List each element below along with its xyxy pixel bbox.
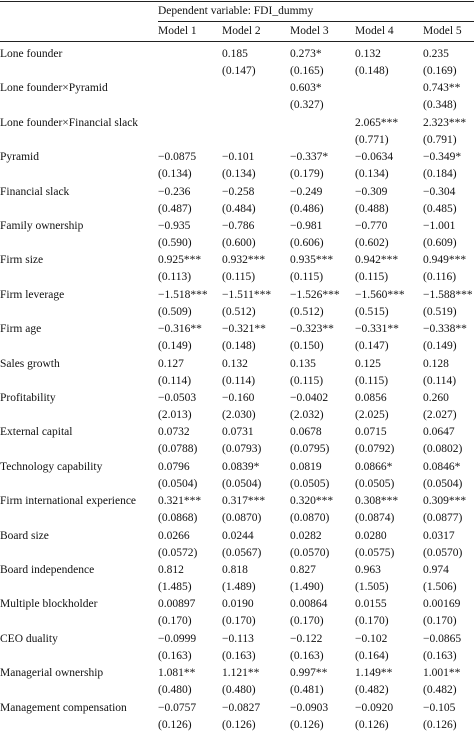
coefficient-cell: 0.925***	[158, 254, 202, 267]
spanner-rule	[158, 21, 474, 22]
coefficient-cell: 0.00864	[290, 598, 328, 611]
standard-error-cell: (0.609)	[423, 237, 457, 249]
coefficient-cell: 0.0732	[158, 426, 190, 439]
standard-error-cell: (0.115)	[355, 271, 389, 284]
standard-error-cell: (0.149)	[423, 340, 457, 353]
standard-error-cell: (0.0570)	[290, 546, 330, 559]
standard-error-cell: (0.590)	[158, 237, 192, 249]
standard-error-cell: (0.0505)	[355, 477, 395, 490]
row-label: Pyramid	[0, 151, 39, 164]
standard-error-cell: (0.600)	[222, 237, 256, 249]
coefficient-cell: 0.0266	[158, 529, 190, 542]
standard-error-cell: (1.506)	[423, 581, 457, 593]
coefficient-cell: −0.935	[158, 220, 191, 232]
model-header-1: Model 1	[158, 25, 197, 37]
model-header-4: Model 4	[355, 25, 394, 37]
standard-error-cell: (0.126)	[355, 718, 389, 731]
coefficient-cell: 0.273*	[290, 48, 322, 60]
coefficient-cell: 0.125	[355, 357, 381, 370]
standard-error-cell: (0.170)	[290, 615, 324, 628]
standard-error-cell: (1.485)	[158, 581, 192, 593]
standard-error-cell: (0.771)	[355, 133, 389, 146]
coefficient-cell: −0.105	[423, 701, 456, 714]
standard-error-cell: (0.0870)	[222, 512, 262, 525]
coefficient-cell: −1.560***	[355, 288, 405, 301]
row-label: Management compensation	[0, 701, 127, 714]
coefficient-cell: 0.818	[222, 564, 248, 576]
coefficient-cell: 0.0846*	[423, 460, 461, 473]
standard-error-cell: (0.0870)	[290, 512, 330, 525]
row-label: Firm leverage	[0, 288, 65, 301]
row-label: Technology capability	[0, 460, 103, 473]
coefficient-cell: −0.102	[355, 632, 388, 645]
standard-error-cell: (0.481)	[290, 684, 324, 697]
row-label: Board independence	[0, 564, 95, 576]
coefficient-cell: 0.0866*	[355, 460, 393, 473]
coefficient-cell: −0.337*	[290, 151, 329, 164]
coefficient-cell: 0.0731	[222, 426, 254, 439]
standard-error-cell: (0.0567)	[222, 546, 262, 559]
standard-error-cell: (0.0788)	[158, 443, 198, 456]
standard-error-cell: (0.113)	[158, 271, 192, 284]
standard-error-cell: (0.163)	[423, 649, 457, 662]
coefficient-cell: 0.320***	[290, 495, 334, 508]
coefficient-cell: 0.00169	[423, 598, 461, 611]
standard-error-cell: (0.488)	[355, 202, 389, 215]
row-label: Sales growth	[0, 357, 60, 370]
coefficient-cell: 2.065***	[355, 116, 399, 129]
standard-error-cell: (0.0795)	[290, 443, 330, 456]
row-label: Financial slack	[0, 185, 70, 198]
coefficient-cell: −1.588***	[423, 288, 473, 301]
coefficient-cell: 0.260	[423, 392, 449, 404]
standard-error-cell: (0.0877)	[423, 512, 463, 525]
standard-error-cell: (0.114)	[423, 374, 457, 387]
standard-error-cell: (0.348)	[423, 99, 457, 112]
standard-error-cell: (0.163)	[158, 649, 192, 662]
coefficient-cell: −0.236	[158, 185, 191, 198]
coefficient-cell: −0.309	[355, 185, 388, 198]
coefficient-cell: −0.113	[222, 632, 254, 645]
coefficient-cell: 0.997**	[290, 667, 328, 680]
row-label: Family ownership	[0, 220, 84, 232]
coefficient-cell: −0.0920	[355, 701, 394, 714]
coefficient-cell: −0.316**	[158, 323, 202, 336]
coefficient-cell: 0.321***	[158, 495, 202, 508]
coefficient-cell: 0.0244	[222, 529, 254, 542]
dependent-variable-heading: Dependent variable: FDI_dummy	[158, 5, 314, 17]
standard-error-cell: (0.0570)	[423, 546, 463, 559]
coefficient-cell: 0.743**	[423, 82, 461, 95]
coefficient-cell: 0.932***	[222, 254, 266, 267]
standard-error-cell: (2.027)	[423, 409, 457, 421]
standard-error-cell: (0.114)	[158, 374, 192, 387]
standard-error-cell: (0.115)	[355, 374, 389, 387]
standard-error-cell: (0.126)	[290, 718, 324, 731]
coefficient-cell: −0.981	[290, 220, 323, 232]
row-label: Profitability	[0, 392, 56, 404]
standard-error-cell: (0.115)	[222, 271, 256, 284]
standard-error-cell: (0.327)	[290, 99, 324, 112]
standard-error-cell: (0.184)	[423, 168, 457, 181]
coefficient-cell: 0.0317	[423, 529, 455, 542]
standard-error-cell: (0.0874)	[355, 512, 395, 525]
model-header-2: Model 2	[222, 25, 261, 37]
coefficient-cell: −0.0875	[158, 151, 197, 164]
row-label: Multiple blockholder	[0, 598, 98, 611]
standard-error-cell: (0.163)	[222, 649, 256, 662]
row-label: CEO duality	[0, 632, 58, 645]
coefficient-cell: −0.122	[290, 632, 323, 645]
coefficient-cell: 0.942***	[355, 254, 399, 267]
coefficient-cell: −0.0903	[290, 701, 329, 714]
coefficient-cell: 0.309***	[423, 495, 467, 508]
standard-error-cell: (0.149)	[158, 340, 192, 353]
coefficient-cell: 0.317***	[222, 495, 266, 508]
standard-error-cell: (0.515)	[355, 305, 389, 318]
standard-error-cell: (0.509)	[158, 305, 192, 318]
coefficient-cell: −0.249	[290, 185, 323, 198]
standard-error-cell: (0.134)	[355, 168, 389, 181]
standard-error-cell: (0.0575)	[355, 546, 395, 559]
row-label: Firm age	[0, 323, 42, 336]
coefficient-cell: 0.0155	[355, 598, 387, 611]
coefficient-cell: −0.331**	[355, 323, 399, 336]
standard-error-cell: (0.165)	[290, 65, 324, 77]
standard-error-cell: (0.0802)	[423, 443, 463, 456]
coefficient-cell: 0.235	[423, 48, 449, 60]
standard-error-cell: (2.025)	[355, 409, 389, 421]
coefficient-cell: −0.101	[222, 151, 255, 164]
standard-error-cell: (0.114)	[222, 374, 256, 387]
coefficient-cell: −0.786	[222, 220, 255, 232]
row-label: Board size	[0, 529, 49, 542]
coefficient-cell: 0.0715	[355, 426, 387, 439]
coefficient-cell: 0.0190	[222, 598, 254, 611]
standard-error-cell: (0.0792)	[355, 443, 395, 456]
coefficient-cell: −0.0827	[222, 701, 261, 714]
row-label: Lone founder	[0, 48, 63, 60]
coefficient-cell: 0.0647	[423, 426, 455, 439]
standard-error-cell: (0.169)	[423, 65, 457, 77]
standard-error-cell: (0.126)	[423, 718, 457, 731]
standard-error-cell: (0.170)	[423, 615, 457, 628]
coefficient-cell: −0.0999	[158, 632, 197, 645]
standard-error-cell: (2.032)	[290, 409, 324, 421]
coefficient-cell: 0.827	[290, 564, 316, 576]
standard-error-cell: (0.602)	[355, 237, 389, 249]
standard-error-cell: (0.791)	[423, 133, 457, 146]
coefficient-cell: 0.0796	[158, 460, 190, 473]
coefficient-cell: −0.770	[355, 220, 388, 232]
standard-error-cell: (0.134)	[158, 168, 192, 181]
standard-error-cell: (1.489)	[222, 581, 256, 593]
standard-error-cell: (0.170)	[222, 615, 256, 628]
standard-error-cell: (0.0504)	[222, 477, 262, 490]
standard-error-cell: (0.134)	[222, 168, 256, 181]
header-bottom-rule	[0, 41, 474, 42]
coefficient-cell: 0.963	[355, 564, 381, 576]
standard-error-cell: (0.0504)	[423, 477, 463, 490]
coefficient-cell: 0.0839*	[222, 460, 260, 473]
standard-error-cell: (0.519)	[423, 305, 457, 318]
standard-error-cell: (0.163)	[290, 649, 324, 662]
row-label: Managerial ownership	[0, 667, 104, 680]
coefficient-cell: 1.081**	[158, 667, 196, 680]
row-label: Lone founder×Pyramid	[0, 82, 108, 95]
coefficient-cell: 0.0280	[355, 529, 387, 542]
standard-error-cell: (0.0793)	[222, 443, 262, 456]
coefficient-cell: −0.338**	[423, 323, 467, 336]
standard-error-cell: (0.147)	[222, 65, 256, 77]
standard-error-cell: (0.485)	[423, 202, 457, 215]
row-label: Firm international experience	[0, 495, 137, 508]
coefficient-cell: −0.0865	[423, 632, 462, 645]
coefficient-cell: 0.0819	[290, 460, 322, 473]
standard-error-cell: (0.0504)	[158, 477, 198, 490]
standard-error-cell: (0.0505)	[290, 477, 330, 490]
coefficient-cell: 0.603*	[290, 82, 322, 95]
standard-error-cell: (0.512)	[222, 305, 256, 318]
standard-error-cell: (0.482)	[355, 684, 389, 697]
standard-error-cell: (1.505)	[355, 581, 389, 593]
standard-error-cell: (0.0572)	[158, 546, 198, 559]
standard-error-cell: (0.115)	[290, 271, 324, 284]
coefficient-cell: 0.812	[158, 564, 184, 576]
standard-error-cell: (0.179)	[290, 168, 324, 181]
coefficient-cell: −1.526***	[290, 288, 340, 301]
standard-error-cell: (0.606)	[290, 237, 324, 249]
coefficient-cell: 0.0856	[355, 392, 387, 404]
coefficient-cell: 0.128	[423, 357, 449, 370]
standard-error-cell: (0.164)	[355, 649, 389, 662]
coefficient-cell: −0.323**	[290, 323, 334, 336]
coefficient-cell: −0.0634	[355, 151, 394, 164]
standard-error-cell: (0.170)	[355, 615, 389, 628]
standard-error-cell: (0.512)	[290, 305, 324, 318]
coefficient-cell: 0.132	[222, 357, 248, 370]
top-rule	[0, 1, 474, 2]
row-label: Firm size	[0, 254, 44, 267]
standard-error-cell: (0.126)	[222, 718, 256, 731]
standard-error-cell: (0.170)	[158, 615, 192, 628]
coefficient-cell: 0.935***	[290, 254, 334, 267]
coefficient-cell: −0.0757	[158, 701, 197, 714]
coefficient-cell: 0.135	[290, 357, 316, 370]
coefficient-cell: 0.132	[355, 48, 381, 60]
standard-error-cell: (0.480)	[222, 684, 256, 697]
coefficient-cell: −0.160	[222, 392, 255, 404]
standard-error-cell: (0.487)	[158, 202, 192, 215]
coefficient-cell: −0.0503	[158, 392, 197, 404]
coefficient-cell: −1.511***	[222, 288, 272, 301]
coefficient-cell: 0.308***	[355, 495, 399, 508]
standard-error-cell: (0.0868)	[158, 512, 198, 525]
standard-error-cell: (0.148)	[355, 65, 389, 77]
row-label: Lone founder×Financial slack	[0, 116, 139, 129]
coefficient-cell: 0.127	[158, 357, 184, 370]
coefficient-cell: 0.949***	[423, 254, 467, 267]
coefficient-cell: −0.304	[423, 185, 456, 198]
row-label: External capital	[0, 426, 73, 439]
coefficient-cell: −0.0402	[290, 392, 329, 404]
standard-error-cell: (0.116)	[423, 271, 457, 284]
coefficient-cell: 0.0282	[290, 529, 322, 542]
standard-error-cell: (0.115)	[290, 374, 324, 387]
standard-error-cell: (2.030)	[222, 409, 256, 421]
standard-error-cell: (0.484)	[222, 202, 256, 215]
coefficient-cell: 0.185	[222, 48, 248, 60]
model-header-5: Model 5	[423, 25, 462, 37]
coefficient-cell: 2.323***	[423, 116, 467, 129]
standard-error-cell: (0.482)	[423, 684, 457, 697]
coefficient-cell: 1.001**	[423, 667, 461, 680]
coefficient-cell: 1.149**	[355, 667, 393, 680]
coefficient-cell: 0.0678	[290, 426, 322, 439]
standard-error-cell: (0.486)	[290, 202, 324, 215]
coefficient-cell: −0.349*	[423, 151, 462, 164]
coefficient-cell: −0.258	[222, 185, 255, 198]
coefficient-cell: −0.321**	[222, 323, 266, 336]
standard-error-cell: (2.013)	[158, 409, 192, 421]
standard-error-cell: (1.490)	[290, 581, 324, 593]
coefficient-cell: 0.974	[423, 564, 449, 576]
coefficient-cell: 0.00897	[158, 598, 196, 611]
model-header-3: Model 3	[290, 25, 329, 37]
standard-error-cell: (0.148)	[222, 340, 256, 353]
coefficient-cell: −1.518***	[158, 288, 208, 301]
standard-error-cell: (0.480)	[158, 684, 192, 697]
standard-error-cell: (0.147)	[355, 340, 389, 353]
coefficient-cell: −1.001	[423, 220, 456, 232]
standard-error-cell: (0.150)	[290, 340, 324, 353]
coefficient-cell: 1.121**	[222, 667, 260, 680]
standard-error-cell: (0.126)	[158, 718, 192, 731]
